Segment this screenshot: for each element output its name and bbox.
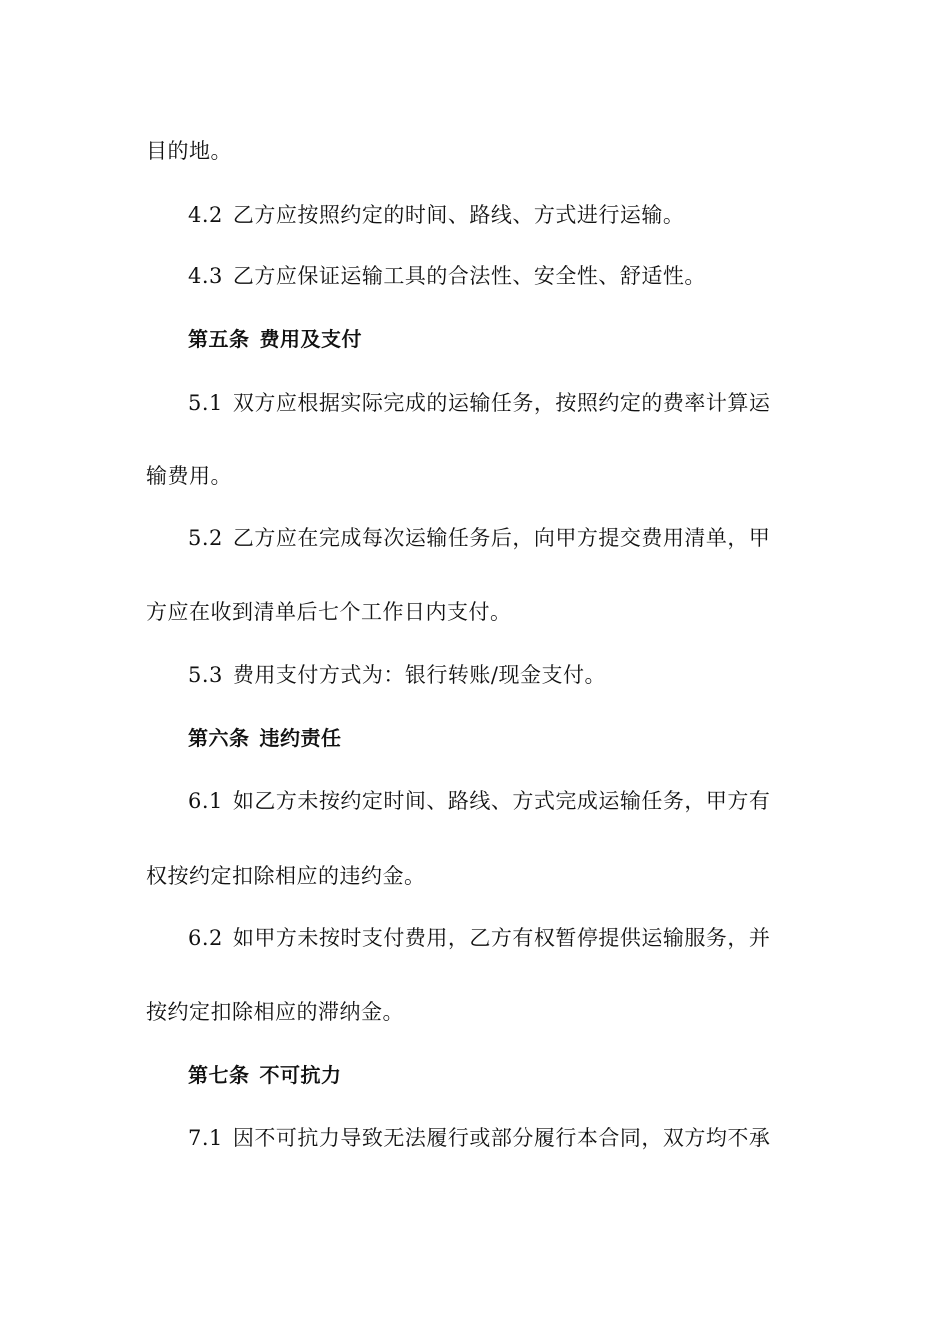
clause-number: 5.1 <box>188 391 223 415</box>
paragraph-continuation <box>146 862 426 890</box>
article-7-heading <box>188 1061 342 1089</box>
paragraph-continuation <box>146 598 512 626</box>
paragraph-continuation <box>146 998 404 1026</box>
article-number: 第五条 <box>188 327 250 351</box>
clause-5-2 <box>188 524 770 552</box>
article-6-heading <box>188 724 342 752</box>
paragraph-text: 权按约定扣除相应的违约金。 <box>146 864 426 888</box>
clause-text: 费用支付方式为：银行转账/现金支付。 <box>232 663 606 687</box>
clause-number: 5.2 <box>188 526 223 550</box>
clause-4-2 <box>188 201 684 229</box>
clause-number: 4.3 <box>188 264 223 288</box>
paragraph-text: 方应在收到清单后七个工作日内支付。 <box>146 600 512 624</box>
clause-number: 6.2 <box>188 926 223 950</box>
clause-5-1 <box>188 389 770 417</box>
clause-text: 如乙方未按约定时间、路线、方式完成运输任务，甲方有 <box>232 789 771 813</box>
clause-7-1 <box>188 1124 770 1152</box>
paragraph-continuation <box>146 462 232 490</box>
article-title: 不可抗力 <box>259 1063 342 1087</box>
clause-text: 乙方应在完成每次运输任务后，向甲方提交费用清单，甲 <box>232 526 771 550</box>
clause-number: 4.2 <box>188 203 223 227</box>
article-number: 第六条 <box>188 726 250 750</box>
article-5-heading <box>188 325 362 353</box>
paragraph-continuation <box>146 137 232 165</box>
clause-6-1 <box>188 787 770 815</box>
clause-text: 乙方应保证运输工具的合法性、安全性、舒适性。 <box>232 264 706 288</box>
clause-text: 如甲方未按时支付费用，乙方有权暂停提供运输服务，并 <box>232 926 771 950</box>
paragraph-text: 按约定扣除相应的滞纳金。 <box>146 1000 404 1024</box>
article-title: 违约责任 <box>259 726 342 750</box>
clause-number: 6.1 <box>188 789 223 813</box>
paragraph-text: 输费用。 <box>146 464 232 488</box>
clause-number: 7.1 <box>188 1126 223 1150</box>
clause-text: 乙方应按照约定的时间、路线、方式进行运输。 <box>232 203 685 227</box>
clause-4-3 <box>188 262 706 290</box>
clause-5-3 <box>188 661 606 689</box>
clause-6-2 <box>188 924 770 952</box>
clause-number: 5.3 <box>188 663 223 687</box>
clause-text: 双方应根据实际完成的运输任务，按照约定的费率计算运 <box>232 391 771 415</box>
article-title: 费用及支付 <box>259 327 362 351</box>
clause-text: 因不可抗力导致无法履行或部分履行本合同，双方均不承 <box>232 1126 771 1150</box>
article-number: 第七条 <box>188 1063 250 1087</box>
paragraph-text: 目的地。 <box>146 139 232 163</box>
